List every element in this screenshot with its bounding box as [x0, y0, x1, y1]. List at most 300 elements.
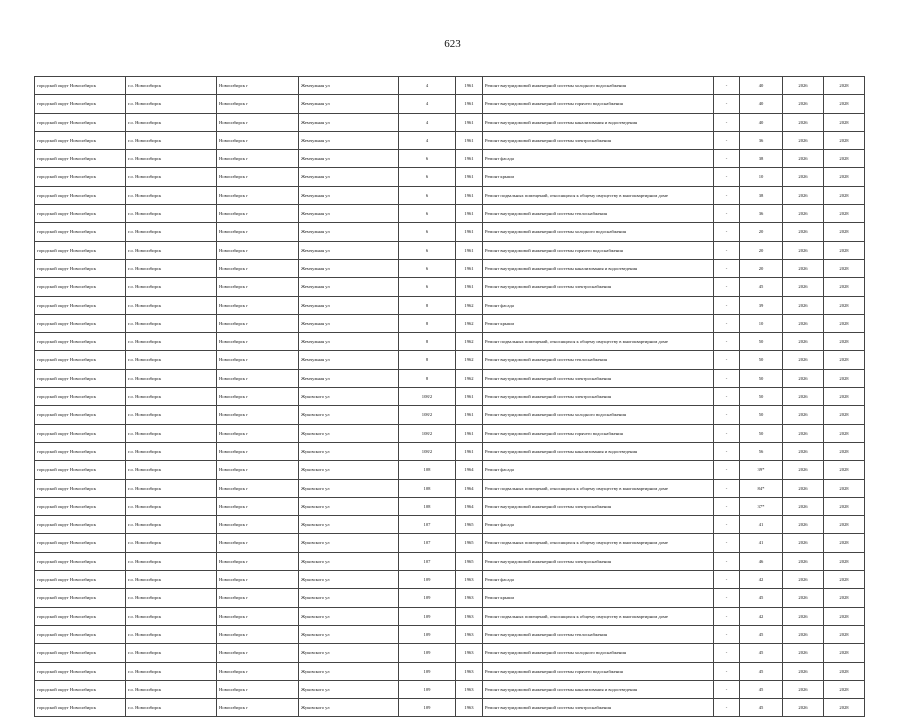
end-year-cell: 2028 [824, 223, 865, 241]
city-cell: Новосибирск г [217, 607, 299, 625]
end-year-cell: 2028 [824, 662, 865, 680]
cost-cell: 45 [740, 625, 783, 643]
work-type-cell: Ремонт внутридомовой инженерной системы горячего водоснабжения [483, 241, 714, 259]
table-row [35, 113, 865, 131]
municipality-cell: городской округ Новосибирск [35, 662, 126, 680]
end-year-cell: 2028 [824, 278, 865, 296]
cost-cell: 45 [740, 644, 783, 662]
house-number-cell: 109 [399, 699, 456, 717]
locality-cell: г.о. Новосибирск [126, 259, 217, 277]
cost-cell: 42 [740, 607, 783, 625]
table-row [35, 534, 865, 552]
cost-cell: 40 [740, 95, 783, 113]
end-year-cell: 2028 [824, 461, 865, 479]
house-number-cell: 8 [399, 351, 456, 369]
work-type-cell: Ремонт внутридомовой инженерной системы электроснабжения [483, 552, 714, 570]
city-cell: Новосибирск г [217, 113, 299, 131]
locality-cell: г.о. Новосибирск [126, 662, 217, 680]
end-year-cell: 2028 [824, 388, 865, 406]
street-cell: Жуковского ул [299, 699, 399, 717]
table-row [35, 150, 865, 168]
blank-cell: - [714, 699, 740, 717]
work-type-cell: Ремонт подвальных помещений, относящихся к общему имуществу в многоквартирном доме [483, 186, 714, 204]
work-type-cell: Ремонт внутридомовой инженерной системы канализования и водоотведения [483, 442, 714, 460]
cost-cell: 10 [740, 314, 783, 332]
year-built-cell: 1961 [456, 241, 483, 259]
year-built-cell: 1963 [456, 662, 483, 680]
municipality-cell: городской округ Новосибирск [35, 534, 126, 552]
house-number-cell: 4 [399, 113, 456, 131]
work-type-cell: Ремонт внутридомовой инженерной системы электроснабжения [483, 369, 714, 387]
municipality-cell: городской округ Новосибирск [35, 314, 126, 332]
start-year-cell: 2026 [783, 644, 824, 662]
table-row [35, 497, 865, 515]
cost-cell: 84* [740, 479, 783, 497]
house-number-cell: 4 [399, 77, 456, 95]
end-year-cell: 2028 [824, 95, 865, 113]
end-year-cell: 2028 [824, 552, 865, 570]
cost-cell: 41 [740, 534, 783, 552]
end-year-cell: 2028 [824, 497, 865, 515]
house-number-cell: 108/2 [399, 442, 456, 460]
house-number-cell: 6 [399, 278, 456, 296]
street-cell: Жемчужная ул [299, 296, 399, 314]
work-type-cell: Ремонт подвальных помещений, относящихся к общему имуществу в многоквартирном доме [483, 479, 714, 497]
municipality-cell: городской округ Новосибирск [35, 479, 126, 497]
start-year-cell: 2026 [783, 534, 824, 552]
street-cell: Жуковского ул [299, 442, 399, 460]
work-type-cell: Ремонт фасада [483, 150, 714, 168]
cost-cell: 45 [740, 699, 783, 717]
locality-cell: г.о. Новосибирск [126, 278, 217, 296]
blank-cell: - [714, 223, 740, 241]
start-year-cell: 2026 [783, 388, 824, 406]
year-built-cell: 1964 [456, 497, 483, 515]
table-row [35, 479, 865, 497]
work-type-cell: Ремонт внутридомовой инженерной системы канализования и водоотведения [483, 259, 714, 277]
house-number-cell: 6 [399, 168, 456, 186]
table-row [35, 406, 865, 424]
work-type-cell: Ремонт внутридомовой инженерной системы электроснабжения [483, 278, 714, 296]
cost-cell: 40 [740, 77, 783, 95]
house-number-cell: 108 [399, 497, 456, 515]
city-cell: Новосибирск г [217, 589, 299, 607]
start-year-cell: 2026 [783, 131, 824, 149]
cost-cell: 46 [740, 552, 783, 570]
city-cell: Новосибирск г [217, 424, 299, 442]
city-cell: Новосибирск г [217, 241, 299, 259]
street-cell: Жемчужная ул [299, 351, 399, 369]
blank-cell: - [714, 644, 740, 662]
end-year-cell: 2028 [824, 516, 865, 534]
locality-cell: г.о. Новосибирск [126, 534, 217, 552]
street-cell: Жуковского ул [299, 589, 399, 607]
house-number-cell: 8 [399, 296, 456, 314]
city-cell: Новосибирск г [217, 534, 299, 552]
end-year-cell: 2028 [824, 644, 865, 662]
city-cell: Новосибирск г [217, 314, 299, 332]
table-row [35, 680, 865, 698]
start-year-cell: 2026 [783, 625, 824, 643]
work-type-cell: Ремонт внутридомовой инженерной системы горячего водоснабжения [483, 662, 714, 680]
city-cell: Новосибирск г [217, 552, 299, 570]
city-cell: Новосибирск г [217, 296, 299, 314]
municipality-cell: городской округ Новосибирск [35, 113, 126, 131]
start-year-cell: 2026 [783, 552, 824, 570]
blank-cell: - [714, 534, 740, 552]
table-row [35, 77, 865, 95]
municipality-cell: городской округ Новосибирск [35, 552, 126, 570]
work-type-cell: Ремонт подвальных помещений, относящихся к общему имуществу в многоквартирном доме [483, 607, 714, 625]
table-row [35, 589, 865, 607]
house-number-cell: 109 [399, 571, 456, 589]
city-cell: Новосибирск г [217, 644, 299, 662]
start-year-cell: 2026 [783, 479, 824, 497]
locality-cell: г.о. Новосибирск [126, 497, 217, 515]
start-year-cell: 2026 [783, 186, 824, 204]
locality-cell: г.о. Новосибирск [126, 516, 217, 534]
year-built-cell: 1961 [456, 278, 483, 296]
work-type-cell: Ремонт внутридомовой инженерной системы электроснабжения [483, 131, 714, 149]
blank-cell: - [714, 680, 740, 698]
city-cell: Новосибирск г [217, 259, 299, 277]
end-year-cell: 2028 [824, 150, 865, 168]
blank-cell: - [714, 333, 740, 351]
blank-cell: - [714, 662, 740, 680]
year-built-cell: 1961 [456, 77, 483, 95]
cost-cell: 36 [740, 131, 783, 149]
year-built-cell: 1963 [456, 589, 483, 607]
work-type-cell: Ремонт подвальных помещений, относящихся к общему имуществу в многоквартирном доме [483, 534, 714, 552]
end-year-cell: 2028 [824, 131, 865, 149]
cost-cell: 56 [740, 442, 783, 460]
capital-repair-table [34, 76, 865, 717]
blank-cell: - [714, 571, 740, 589]
city-cell: Новосибирск г [217, 388, 299, 406]
table-row [35, 205, 865, 223]
end-year-cell: 2028 [824, 571, 865, 589]
start-year-cell: 2026 [783, 442, 824, 460]
street-cell: Жемчужная ул [299, 333, 399, 351]
blank-cell: - [714, 150, 740, 168]
cost-cell: 39 [740, 296, 783, 314]
municipality-cell: городской округ Новосибирск [35, 259, 126, 277]
house-number-cell: 8 [399, 369, 456, 387]
work-type-cell: Ремонт внутридомовой инженерной системы электроснабжения [483, 699, 714, 717]
house-number-cell: 6 [399, 259, 456, 277]
blank-cell: - [714, 369, 740, 387]
house-number-cell: 107 [399, 534, 456, 552]
house-number-cell: 107 [399, 516, 456, 534]
end-year-cell: 2028 [824, 186, 865, 204]
house-number-cell: 108 [399, 479, 456, 497]
locality-cell: г.о. Новосибирск [126, 680, 217, 698]
end-year-cell: 2028 [824, 205, 865, 223]
locality-cell: г.о. Новосибирск [126, 333, 217, 351]
table-row [35, 131, 865, 149]
municipality-cell: городской округ Новосибирск [35, 168, 126, 186]
table-row [35, 333, 865, 351]
street-cell: Жуковского ул [299, 516, 399, 534]
municipality-cell: городской округ Новосибирск [35, 278, 126, 296]
municipality-cell: городской округ Новосибирск [35, 296, 126, 314]
work-type-cell: Ремонт внутридомовой инженерной системы теплоснабжения [483, 351, 714, 369]
start-year-cell: 2026 [783, 351, 824, 369]
street-cell: Жемчужная ул [299, 113, 399, 131]
blank-cell: - [714, 351, 740, 369]
municipality-cell: городской округ Новосибирск [35, 571, 126, 589]
work-type-cell: Ремонт внутридомовой инженерной системы канализования и водоотведения [483, 113, 714, 131]
street-cell: Жуковского ул [299, 625, 399, 643]
end-year-cell: 2028 [824, 168, 865, 186]
work-type-cell: Ремонт внутридомовой инженерной системы холодного водоснабжения [483, 644, 714, 662]
locality-cell: г.о. Новосибирск [126, 406, 217, 424]
street-cell: Жуковского ул [299, 479, 399, 497]
year-built-cell: 1961 [456, 168, 483, 186]
municipality-cell: городской округ Новосибирск [35, 241, 126, 259]
municipality-cell: городской округ Новосибирск [35, 625, 126, 643]
work-type-cell: Ремонт внутридомовой инженерной системы электроснабжения [483, 388, 714, 406]
city-cell: Новосибирск г [217, 95, 299, 113]
municipality-cell: городской округ Новосибирск [35, 699, 126, 717]
cost-cell: 45 [740, 589, 783, 607]
house-number-cell: 109 [399, 680, 456, 698]
start-year-cell: 2026 [783, 406, 824, 424]
start-year-cell: 2026 [783, 497, 824, 515]
table-row [35, 168, 865, 186]
end-year-cell: 2028 [824, 479, 865, 497]
cost-cell: 50 [740, 369, 783, 387]
year-built-cell: 1962 [456, 369, 483, 387]
blank-cell: - [714, 77, 740, 95]
municipality-cell: городской округ Новосибирск [35, 131, 126, 149]
year-built-cell: 1961 [456, 131, 483, 149]
municipality-cell: городской округ Новосибирск [35, 333, 126, 351]
page-number: 623 [444, 38, 461, 50]
street-cell: Жуковского ул [299, 424, 399, 442]
locality-cell: г.о. Новосибирск [126, 168, 217, 186]
locality-cell: г.о. Новосибирск [126, 699, 217, 717]
year-built-cell: 1963 [456, 699, 483, 717]
street-cell: Жуковского ул [299, 607, 399, 625]
blank-cell: - [714, 497, 740, 515]
locality-cell: г.о. Новосибирск [126, 351, 217, 369]
city-cell: Новосибирск г [217, 223, 299, 241]
cost-cell: 20 [740, 259, 783, 277]
table-row [35, 625, 865, 643]
street-cell: Жемчужная ул [299, 369, 399, 387]
start-year-cell: 2026 [783, 168, 824, 186]
locality-cell: г.о. Новосибирск [126, 296, 217, 314]
city-cell: Новосибирск г [217, 497, 299, 515]
city-cell: Новосибирск г [217, 278, 299, 296]
table-row [35, 516, 865, 534]
year-built-cell: 1965 [456, 516, 483, 534]
city-cell: Новосибирск г [217, 516, 299, 534]
house-number-cell: 109 [399, 607, 456, 625]
start-year-cell: 2026 [783, 589, 824, 607]
start-year-cell: 2026 [783, 461, 824, 479]
work-type-cell: Ремонт внутридомовой инженерной системы горячего водоснабжения [483, 95, 714, 113]
locality-cell: г.о. Новосибирск [126, 424, 217, 442]
end-year-cell: 2028 [824, 424, 865, 442]
year-built-cell: 1962 [456, 351, 483, 369]
city-cell: Новосибирск г [217, 168, 299, 186]
start-year-cell: 2026 [783, 680, 824, 698]
work-type-cell: Ремонт подвальных помещений, относящихся к общему имуществу в многоквартирном доме [483, 333, 714, 351]
start-year-cell: 2026 [783, 699, 824, 717]
street-cell: Жемчужная ул [299, 223, 399, 241]
end-year-cell: 2028 [824, 406, 865, 424]
table-row [35, 644, 865, 662]
end-year-cell: 2028 [824, 680, 865, 698]
cost-cell: 42 [740, 571, 783, 589]
table-row [35, 351, 865, 369]
cost-cell: 38 [740, 150, 783, 168]
year-built-cell: 1965 [456, 534, 483, 552]
blank-cell: - [714, 168, 740, 186]
house-number-cell: 109 [399, 662, 456, 680]
table-row [35, 571, 865, 589]
municipality-cell: городской округ Новосибирск [35, 644, 126, 662]
table-row [35, 424, 865, 442]
street-cell: Жемчужная ул [299, 278, 399, 296]
table-row [35, 241, 865, 259]
locality-cell: г.о. Новосибирск [126, 589, 217, 607]
year-built-cell: 1961 [456, 113, 483, 131]
street-cell: Жуковского ул [299, 552, 399, 570]
cost-cell: 38 [740, 186, 783, 204]
blank-cell: - [714, 424, 740, 442]
start-year-cell: 2026 [783, 296, 824, 314]
table-row [35, 95, 865, 113]
end-year-cell: 2028 [824, 699, 865, 717]
city-cell: Новосибирск г [217, 77, 299, 95]
blank-cell: - [714, 406, 740, 424]
house-number-cell: 4 [399, 131, 456, 149]
street-cell: Жемчужная ул [299, 95, 399, 113]
cost-cell: 50 [740, 333, 783, 351]
municipality-cell: городской округ Новосибирск [35, 388, 126, 406]
blank-cell: - [714, 479, 740, 497]
start-year-cell: 2026 [783, 241, 824, 259]
start-year-cell: 2026 [783, 571, 824, 589]
blank-cell: - [714, 314, 740, 332]
year-built-cell: 1961 [456, 442, 483, 460]
cost-cell: 50 [740, 351, 783, 369]
cost-cell: 50 [740, 406, 783, 424]
municipality-cell: городской округ Новосибирск [35, 223, 126, 241]
work-type-cell: Ремонт крыши [483, 168, 714, 186]
end-year-cell: 2028 [824, 314, 865, 332]
blank-cell: - [714, 552, 740, 570]
end-year-cell: 2028 [824, 296, 865, 314]
city-cell: Новосибирск г [217, 699, 299, 717]
start-year-cell: 2026 [783, 95, 824, 113]
work-type-cell: Ремонт внутридомовой инженерной системы холодного водоснабжения [483, 223, 714, 241]
year-built-cell: 1961 [456, 223, 483, 241]
city-cell: Новосибирск г [217, 205, 299, 223]
table-row [35, 186, 865, 204]
street-cell: Жемчужная ул [299, 77, 399, 95]
locality-cell: г.о. Новосибирск [126, 77, 217, 95]
locality-cell: г.о. Новосибирск [126, 552, 217, 570]
house-number-cell: 6 [399, 223, 456, 241]
municipality-cell: городской округ Новосибирск [35, 461, 126, 479]
start-year-cell: 2026 [783, 223, 824, 241]
cost-cell: 50 [740, 424, 783, 442]
year-built-cell: 1964 [456, 461, 483, 479]
house-number-cell: 108/2 [399, 406, 456, 424]
street-cell: Жуковского ул [299, 497, 399, 515]
blank-cell: - [714, 186, 740, 204]
end-year-cell: 2028 [824, 113, 865, 131]
end-year-cell: 2028 [824, 589, 865, 607]
city-cell: Новосибирск г [217, 186, 299, 204]
cost-cell: 10 [740, 168, 783, 186]
year-built-cell: 1961 [456, 205, 483, 223]
start-year-cell: 2026 [783, 259, 824, 277]
table-row [35, 442, 865, 460]
work-type-cell: Ремонт внутридомовой инженерной системы горячего водоснабжения [483, 424, 714, 442]
blank-cell: - [714, 461, 740, 479]
locality-cell: г.о. Новосибирск [126, 186, 217, 204]
city-cell: Новосибирск г [217, 333, 299, 351]
start-year-cell: 2026 [783, 113, 824, 131]
house-number-cell: 108/2 [399, 388, 456, 406]
municipality-cell: городской округ Новосибирск [35, 95, 126, 113]
table-row [35, 699, 865, 717]
locality-cell: г.о. Новосибирск [126, 442, 217, 460]
start-year-cell: 2026 [783, 205, 824, 223]
year-built-cell: 1963 [456, 644, 483, 662]
blank-cell: - [714, 278, 740, 296]
city-cell: Новосибирск г [217, 571, 299, 589]
cost-cell: 45 [740, 662, 783, 680]
blank-cell: - [714, 607, 740, 625]
street-cell: Жемчужная ул [299, 205, 399, 223]
cost-cell: 45 [740, 680, 783, 698]
locality-cell: г.о. Новосибирск [126, 131, 217, 149]
cost-cell: 50 [740, 388, 783, 406]
start-year-cell: 2026 [783, 369, 824, 387]
cost-cell: 40 [740, 113, 783, 131]
street-cell: Жуковского ул [299, 534, 399, 552]
work-type-cell: Ремонт фасада [483, 571, 714, 589]
end-year-cell: 2028 [824, 442, 865, 460]
city-cell: Новосибирск г [217, 131, 299, 149]
year-built-cell: 1962 [456, 333, 483, 351]
municipality-cell: городской округ Новосибирск [35, 77, 126, 95]
year-built-cell: 1962 [456, 314, 483, 332]
year-built-cell: 1962 [456, 296, 483, 314]
locality-cell: г.о. Новосибирск [126, 369, 217, 387]
locality-cell: г.о. Новосибирск [126, 388, 217, 406]
city-cell: Новосибирск г [217, 442, 299, 460]
year-built-cell: 1963 [456, 571, 483, 589]
municipality-cell: городской округ Новосибирск [35, 424, 126, 442]
end-year-cell: 2028 [824, 333, 865, 351]
street-cell: Жуковского ул [299, 571, 399, 589]
blank-cell: - [714, 589, 740, 607]
municipality-cell: городской округ Новосибирск [35, 442, 126, 460]
house-number-cell: 8 [399, 333, 456, 351]
work-type-cell: Ремонт внутридомовой инженерной системы холодного водоснабжения [483, 77, 714, 95]
cost-cell: 36 [740, 205, 783, 223]
work-type-cell: Ремонт внутридомовой инженерной системы теплоснабжения [483, 205, 714, 223]
table-row [35, 607, 865, 625]
street-cell: Жуковского ул [299, 388, 399, 406]
